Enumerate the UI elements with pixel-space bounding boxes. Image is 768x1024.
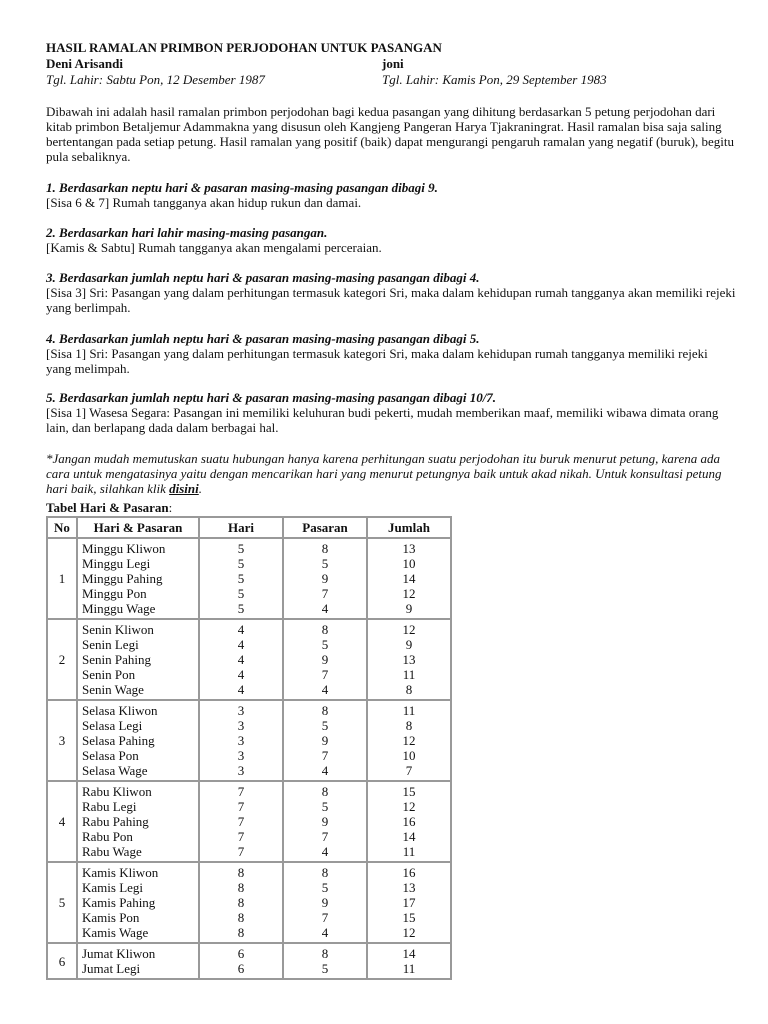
- cell-line: Kamis Wage: [82, 925, 149, 940]
- section-body: [Sisa 1] Wasesa Segara: Pasangan ini memiliki keluhuran budi pekerti, mudah memberikan maaf, memiliki wibawa dimata orang lain, dan berlapang dada dalam berbagai hal.: [46, 405, 719, 435]
- cell-line: 7: [237, 829, 245, 844]
- jumlah-cell: [367, 619, 451, 700]
- table-row: [47, 781, 451, 862]
- cell-line: 6: [237, 946, 245, 961]
- person1-name: Deni Arisandi: [46, 56, 123, 71]
- pasaran-cell: [283, 619, 367, 700]
- hari-pasaran-cell: [77, 862, 199, 943]
- section-body: [Kamis & Sabtu] Rumah tangganya akan mengalami perceraian.: [46, 240, 382, 255]
- cell-line: 12: [402, 799, 416, 814]
- consultation-note: [46, 451, 736, 496]
- consultation-link[interactable]: disini: [169, 481, 199, 496]
- cell-line: 14: [402, 571, 416, 586]
- cell-line: 15: [402, 784, 416, 799]
- cell-line: Rabu Pon: [82, 829, 133, 844]
- jumlah-cell: [367, 862, 451, 943]
- cell-line: 7: [321, 586, 329, 601]
- cell-line: 10: [402, 748, 416, 763]
- cell-line: 5: [237, 601, 245, 616]
- cell-line: 13: [402, 541, 416, 556]
- cell-line: 4: [321, 844, 329, 859]
- cell-line: 3: [237, 748, 245, 763]
- table-header-row: [47, 517, 451, 538]
- cell-line: 8: [405, 718, 413, 733]
- cell-line: Kamis Pon: [82, 910, 140, 925]
- group-number: 1: [47, 538, 77, 619]
- cell-line: 5: [321, 799, 329, 814]
- section-body: [Sisa 6 & 7] Rumah tangganya akan hidup rukun dan damai.: [46, 195, 362, 210]
- cell-line: Senin Pon: [82, 667, 136, 682]
- hari-cell: [199, 943, 283, 979]
- cell-line: 7: [237, 799, 245, 814]
- cell-line: 11: [402, 703, 416, 718]
- hari-cell: [199, 619, 283, 700]
- pasaran-cell: [283, 943, 367, 979]
- table-row: [47, 862, 451, 943]
- cell-line: 7: [237, 844, 245, 859]
- cell-line: 13: [402, 880, 416, 895]
- person1-dob: Tgl. Lahir: Sabtu Pon, 12 Desember 1987: [46, 72, 265, 87]
- cell-line: 4: [237, 682, 245, 697]
- cell-line: 4: [321, 763, 329, 778]
- hari-pasaran-cell: [77, 538, 199, 619]
- cell-line: 9: [321, 652, 329, 667]
- hari-cell: [199, 538, 283, 619]
- group-number: 4: [47, 781, 77, 862]
- cell-line: 8: [237, 910, 245, 925]
- section-heading: 5. Berdasarkan jumlah neptu hari & pasaran masing-masing pasangan dibagi 10/7.: [46, 390, 497, 405]
- cell-line: 8: [321, 865, 329, 880]
- cell-line: 5: [321, 880, 329, 895]
- cell-line: 7: [237, 784, 245, 799]
- hari-pasaran-cell: [77, 619, 199, 700]
- cell-line: 8: [237, 895, 245, 910]
- cell-line: 8: [321, 541, 329, 556]
- cell-line: Selasa Pon: [82, 748, 139, 763]
- cell-line: 5: [237, 541, 245, 556]
- cell-line: 8: [321, 946, 329, 961]
- cell-line: Senin Pahing: [82, 652, 151, 667]
- cell-line: 14: [402, 829, 416, 844]
- pasaran-cell: [283, 700, 367, 781]
- hari-pasaran-cell: [77, 700, 199, 781]
- table-body: [47, 538, 451, 979]
- cell-line: 9: [405, 601, 413, 616]
- header-no: No: [47, 517, 77, 538]
- person2-name: joni: [382, 56, 404, 71]
- cell-line: 9: [321, 895, 329, 910]
- cell-line: 8: [237, 880, 245, 895]
- cell-line: 4: [321, 682, 329, 697]
- group-number: 5: [47, 862, 77, 943]
- cell-line: 5: [237, 556, 245, 571]
- cell-line: Jumat Legi: [82, 961, 141, 976]
- cell-line: Minggu Wage: [82, 601, 156, 616]
- cell-line: 15: [402, 910, 416, 925]
- cell-line: 3: [237, 763, 245, 778]
- jumlah-cell: [367, 943, 451, 979]
- cell-line: 13: [402, 652, 416, 667]
- cell-line: 11: [402, 844, 416, 859]
- cell-line: Kamis Pahing: [82, 895, 156, 910]
- table-title-colon: :: [168, 500, 173, 515]
- cell-line: 7: [405, 763, 413, 778]
- cell-line: 16: [402, 814, 416, 829]
- pasaran-cell: [283, 781, 367, 862]
- cell-line: Selasa Wage: [82, 763, 148, 778]
- header-jumlah: Jumlah: [367, 517, 451, 538]
- cell-line: 7: [321, 910, 329, 925]
- note-text: *Jangan mudah memutuskan suatu hubungan hanya karena perhitungan suatu perjodohan itu buruk menurut petung, karena ada cara untuk mengatasinya yaitu dengan mencarikan hari yang menurut petungnya baik untuk akad nikah. Untuk konsultasi petung hari baik, silahkan klik: [46, 451, 722, 496]
- section-3: [46, 270, 736, 315]
- cell-line: 9: [321, 733, 329, 748]
- cell-line: 5: [321, 961, 329, 976]
- section-heading: 3. Berdasarkan jumlah neptu hari & pasaran masing-masing pasangan dibagi 4.: [46, 270, 480, 285]
- cell-line: Senin Legi: [82, 637, 139, 652]
- cell-line: 9: [321, 814, 329, 829]
- section-heading: 4. Berdasarkan jumlah neptu hari & pasaran masing-masing pasangan dibagi 5.: [46, 331, 480, 346]
- jumlah-cell: [367, 538, 451, 619]
- jumlah-cell: [367, 781, 451, 862]
- cell-line: 3: [237, 718, 245, 733]
- cell-line: 7: [321, 748, 329, 763]
- cell-line: 12: [402, 622, 416, 637]
- intro-paragraph: Dibawah ini adalah hasil ramalan primbon perjodohan bagi kedua pasangan yang dihitung berdasarkan 5 petung perjodohan dari kitab primbon Betaljemur Adammakna yang disusun oleh Kangjeng Pangeran Harya Tjakraningrat. Hasil ramalan bisa saja saling bertentangan pada setiap petung. Hasil ramalan yang positif (baik) dapat mengurangi pengaruh ramalan yang negatif (buruk), begitu pula sebaliknya.: [46, 104, 735, 164]
- cell-line: 7: [237, 814, 245, 829]
- cell-line: 4: [321, 601, 329, 616]
- section-1: [46, 180, 736, 210]
- table-row: [47, 538, 451, 619]
- cell-line: Rabu Wage: [82, 844, 142, 859]
- cell-line: 5: [237, 571, 245, 586]
- hari-pasaran-cell: [77, 781, 199, 862]
- header-pasaran: Pasaran: [283, 517, 367, 538]
- cell-line: Selasa Legi: [82, 718, 143, 733]
- page-title: HASIL RAMALAN PRIMBON PERJODOHAN UNTUK PASANGAN: [46, 40, 442, 55]
- cell-line: 14: [402, 946, 416, 961]
- cell-line: Minggu Pahing: [82, 571, 163, 586]
- header-hari: Hari: [199, 517, 283, 538]
- cell-line: Rabu Kliwon: [82, 784, 152, 799]
- table-title: [46, 500, 172, 516]
- cell-line: 6: [237, 961, 245, 976]
- cell-line: 5: [237, 586, 245, 601]
- hari-pasaran-cell: [77, 943, 199, 979]
- cell-line: 12: [402, 925, 416, 940]
- cell-line: 8: [405, 682, 413, 697]
- cell-line: 5: [321, 637, 329, 652]
- cell-line: Minggu Legi: [82, 556, 151, 571]
- cell-line: 17: [402, 895, 416, 910]
- section-body: [Sisa 3] Sri: Pasangan yang dalam perhitungan termasuk kategori Sri, maka dalam kehidupan rumah tangganya akan memiliki rejeki yang berlimpah.: [46, 285, 736, 315]
- cell-line: Senin Kliwon: [82, 622, 154, 637]
- cell-line: 9: [321, 571, 329, 586]
- cell-line: Kamis Legi: [82, 880, 144, 895]
- cell-line: 7: [321, 829, 329, 844]
- cell-line: 8: [321, 703, 329, 718]
- cell-line: Rabu Legi: [82, 799, 137, 814]
- cell-line: 4: [237, 637, 245, 652]
- cell-line: Minggu Pon: [82, 586, 147, 601]
- hari-cell: [199, 700, 283, 781]
- note-end: .: [198, 481, 202, 496]
- cell-line: 10: [402, 556, 416, 571]
- section-5: [46, 390, 736, 435]
- section-heading: 2. Berdasarkan hari lahir masing-masing pasangan.: [46, 225, 328, 240]
- pasaran-cell: [283, 862, 367, 943]
- hari-pasaran-table: [46, 516, 452, 980]
- jumlah-cell: [367, 700, 451, 781]
- cell-line: 8: [321, 784, 329, 799]
- pasaran-cell: [283, 538, 367, 619]
- header-hari-pasaran: Hari & Pasaran: [77, 517, 199, 538]
- cell-line: Selasa Pahing: [82, 733, 155, 748]
- cell-line: 11: [402, 961, 416, 976]
- hari-cell: [199, 781, 283, 862]
- cell-line: 8: [237, 925, 245, 940]
- group-number: 3: [47, 700, 77, 781]
- person2-dob: Tgl. Lahir: Kamis Pon, 29 September 1983: [382, 72, 607, 87]
- group-number: 6: [47, 943, 77, 979]
- cell-line: Senin Wage: [82, 682, 144, 697]
- cell-line: 7: [321, 667, 329, 682]
- cell-line: 4: [237, 652, 245, 667]
- table-title-text: Tabel Hari & Pasaran: [46, 500, 169, 515]
- cell-line: 5: [321, 718, 329, 733]
- cell-line: 9: [405, 637, 413, 652]
- section-2: [46, 225, 736, 255]
- table-row: [47, 619, 451, 700]
- section-4: [46, 331, 736, 376]
- cell-line: Selasa Kliwon: [82, 703, 158, 718]
- cell-line: 16: [402, 865, 416, 880]
- cell-line: 12: [402, 586, 416, 601]
- cell-line: 4: [237, 667, 245, 682]
- cell-line: Kamis Kliwon: [82, 865, 159, 880]
- section-heading: 1. Berdasarkan neptu hari & pasaran masing-masing pasangan dibagi 9.: [46, 180, 438, 195]
- cell-line: 3: [237, 703, 245, 718]
- table-row: [47, 700, 451, 781]
- cell-line: Minggu Kliwon: [82, 541, 166, 556]
- cell-line: 8: [237, 865, 245, 880]
- group-number: 2: [47, 619, 77, 700]
- section-body: [Sisa 1] Sri: Pasangan yang dalam perhitungan termasuk kategori Sri, maka dalam kehidupan rumah tangganya memiliki rejeki yang melimpah.: [46, 346, 708, 376]
- cell-line: 5: [321, 556, 329, 571]
- table-row: [47, 943, 451, 979]
- cell-line: 8: [321, 622, 329, 637]
- hari-cell: [199, 862, 283, 943]
- cell-line: Jumat Kliwon: [82, 946, 156, 961]
- cell-line: 11: [402, 667, 416, 682]
- cell-line: Rabu Pahing: [82, 814, 149, 829]
- cell-line: 3: [237, 733, 245, 748]
- cell-line: 4: [321, 925, 329, 940]
- cell-line: 12: [402, 733, 416, 748]
- cell-line: 4: [237, 622, 245, 637]
